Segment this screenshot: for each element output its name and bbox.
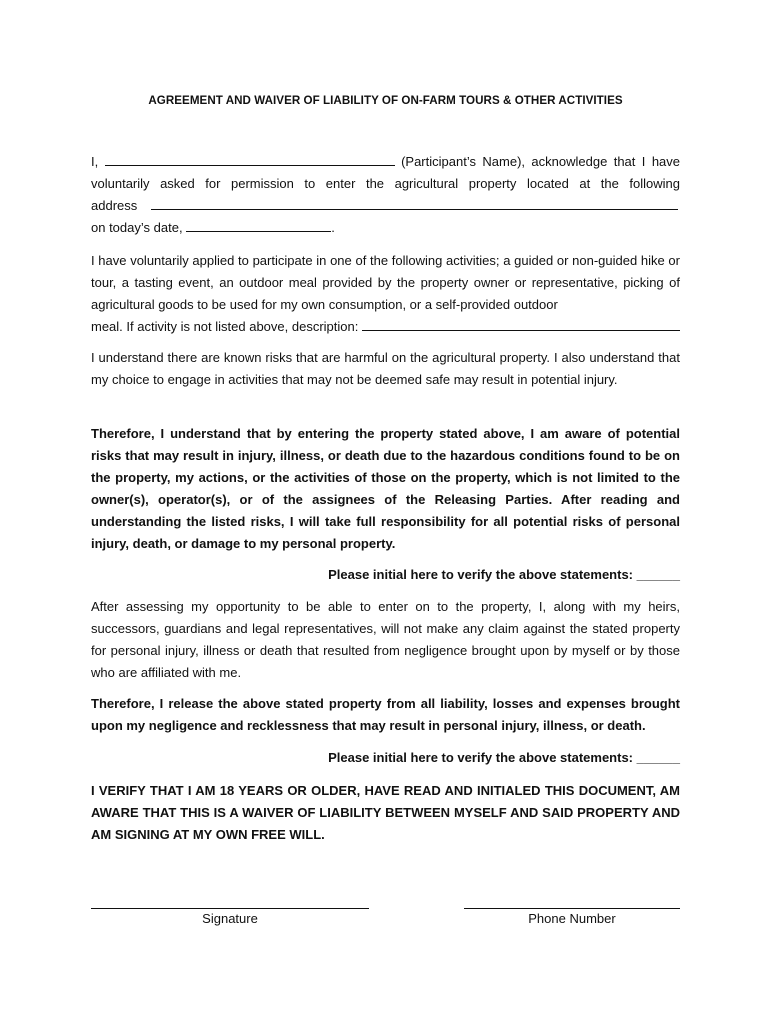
responsibility-paragraph: Therefore, I understand that by entering the property stated above, I am aware of potential risks that may result in injury, illness, or death due to the hazardous conditions found to be on the property, my actions, or the activities of those on the property, which is not limited to the owner(s), operator(s), or of the assignees of the Releasing Parties. After reading and understanding the listed risks, I will take full responsibility for all potential risks of personal injury, death, or damage to my personal property. bbox=[91, 426, 680, 551]
date-suffix: . bbox=[331, 220, 335, 235]
description-field[interactable] bbox=[362, 316, 680, 331]
activities-last-line bbox=[91, 316, 680, 338]
participant-name-hint: (Participant’s Name), acknowledge that I have bbox=[401, 154, 681, 169]
address-field[interactable] bbox=[151, 195, 678, 210]
activities-text: I have voluntarily applied to participate in one of the following activities; a guided or non-guided hike or tour, a tasting event, an outdoor meal provided by the property owner or representative, picking of agricultural goods to be used for my own consumption, or a self-provided outdoor bbox=[91, 253, 680, 312]
intro-paragraph bbox=[91, 151, 680, 239]
document-title: AGREEMENT AND WAIVER OF LIABILITY OF ON-FARM TOURS & OTHER ACTIVITIES bbox=[148, 94, 623, 107]
date-label: on today’s date, bbox=[91, 220, 183, 235]
intro-prefix: I, bbox=[91, 154, 99, 169]
claims-paragraph: After assessing my opportunity to be able to enter on to the property, I, along with my heirs, successors, guardians and legal representatives, will not make any claim against the stated property for personal injury, illness or death that resulted from negligence brought upon by myself or by those who are affiliated with me. bbox=[91, 599, 680, 680]
signature-line[interactable] bbox=[91, 908, 369, 909]
intro-line-4 bbox=[91, 217, 680, 239]
risks-paragraph: I understand there are known risks that are harmful on the agricultural property. I also understand that my choice to engage in activities that may not be deemed safe may result in potential injury. bbox=[91, 350, 680, 387]
intro-line-2: voluntarily asked for permission to enter the agricultural property located at the following bbox=[91, 176, 680, 191]
phone-number-label: Phone Number bbox=[528, 911, 616, 926]
activities-paragraph bbox=[91, 250, 680, 338]
verification-paragraph: I VERIFY THAT I AM 18 YEARS OR OLDER, HAVE READ AND INITIALED THIS DOCUMENT, AM AWARE THAT THIS IS A WAIVER OF LIABILITY BETWEEN MYSELF AND SAID PROPERTY AND AM SIGNING AT MY OWN FREE WILL. bbox=[91, 783, 680, 842]
release-paragraph: Therefore, I release the above stated property from all liability, losses and expenses brought upon my negligence and recklessness that may result in personal injury, illness, or death. bbox=[91, 696, 680, 733]
address-label: address bbox=[91, 198, 138, 213]
participant-name-field[interactable] bbox=[105, 151, 395, 166]
signature-label: Signature bbox=[202, 911, 258, 926]
initial-prompt-1[interactable]: Please initial here to verify the above statements: ______ bbox=[328, 567, 680, 582]
initial-prompt-2[interactable]: Please initial here to verify the above statements: ______ bbox=[328, 750, 680, 765]
date-field[interactable] bbox=[186, 217, 331, 232]
description-label: meal. If activity is not listed above, description: bbox=[91, 319, 359, 334]
phone-number-line[interactable] bbox=[464, 908, 680, 909]
intro-line-3 bbox=[91, 195, 680, 217]
intro-line-1 bbox=[91, 151, 680, 173]
